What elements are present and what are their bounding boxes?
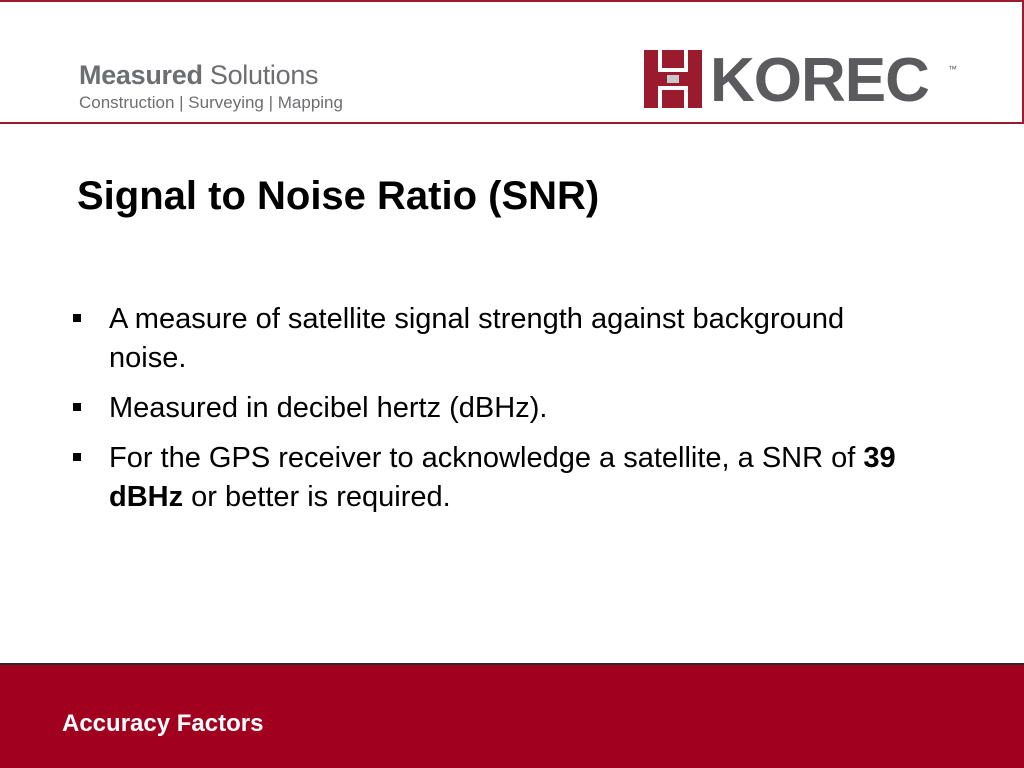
square-bullet-icon — [73, 403, 81, 411]
bullet-text-before: For the GPS receiver to acknowledge a satellite, a SNR of — [109, 442, 864, 474]
slide-title: Signal to Noise Ratio (SNR) — [77, 174, 600, 218]
slide-footer — [0, 663, 1024, 768]
bullet-text-after: or better is required. — [183, 481, 451, 513]
bullet-item — [72, 389, 912, 428]
bullet-text: A measure of satellite signal strength against background noise. — [109, 303, 845, 374]
measured-solutions-logo-title — [79, 60, 343, 90]
footer-label: Accuracy Factors — [62, 710, 264, 737]
measured-solutions-logo — [79, 60, 343, 114]
measured-solutions-logo-subtitle: Construction | Surveying | Mapping — [79, 93, 343, 112]
bullet-text: Measured in decibel hertz (dBHz). — [109, 392, 548, 424]
bullet-list — [72, 300, 912, 528]
bullet-item — [72, 300, 912, 378]
korec-logo — [644, 46, 960, 114]
korec-wordmark: KOREC — [710, 46, 929, 115]
square-bullet-icon — [73, 314, 81, 322]
snr-threshold-value: 39 dBHz — [109, 442, 896, 513]
bullet-text — [109, 442, 896, 513]
bullet-item — [72, 439, 912, 517]
square-bullet-icon — [73, 453, 81, 461]
slide-header — [0, 0, 1024, 124]
logo-title-bold: Measured — [79, 60, 203, 90]
korec-mark-icon — [644, 50, 702, 108]
logo-title-light: Solutions — [209, 60, 319, 90]
korec-trademark: ™ — [948, 64, 957, 74]
